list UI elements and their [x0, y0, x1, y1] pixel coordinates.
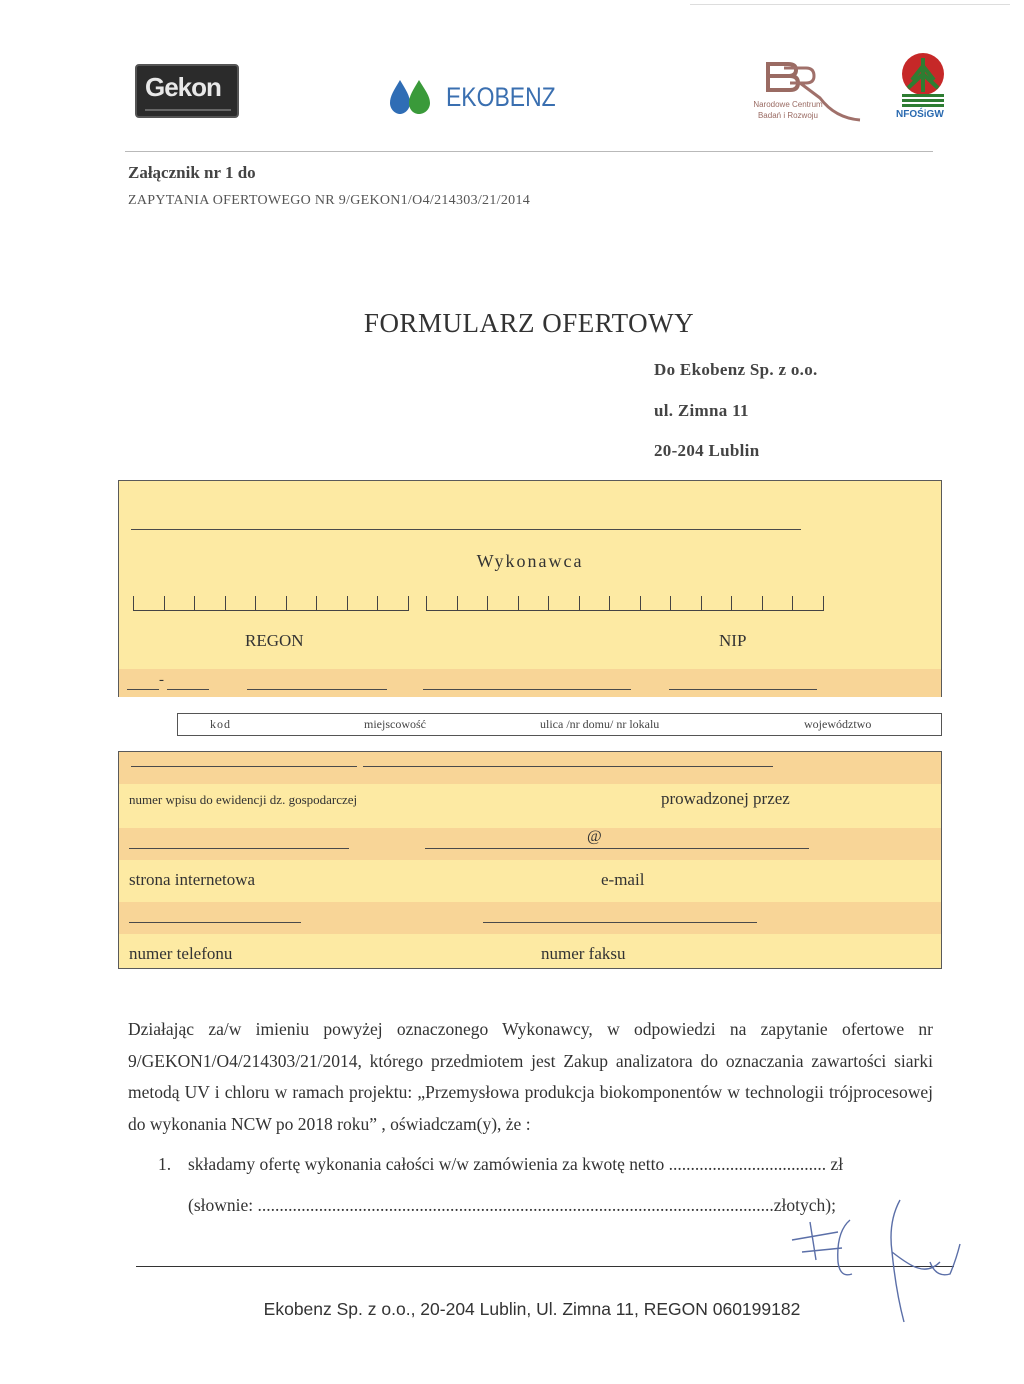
- regon-label: REGON: [245, 631, 304, 650]
- street-label: ulica /nr domu/ nr lokalu: [540, 717, 660, 731]
- registry-label: numer wpisu do ewidencji dz. gospodarczej: [129, 792, 358, 807]
- address-labels-strip: [177, 713, 942, 736]
- city-label: miejscowość: [364, 717, 426, 731]
- regon-digit-divider: [225, 596, 226, 611]
- contractor-panel: [118, 480, 942, 697]
- email-field[interactable]: [425, 848, 809, 849]
- voivodeship-field[interactable]: [669, 689, 817, 690]
- nfosigw-logo: [898, 52, 948, 112]
- gekon-logo: [135, 64, 239, 118]
- regon-digit-divider: [255, 596, 256, 611]
- phone-field[interactable]: [129, 922, 301, 923]
- email-label: e-mail: [601, 870, 645, 889]
- recipient-line-3: 20-204 Lublin: [654, 441, 760, 460]
- regon-digit-divider: [377, 596, 378, 611]
- postal-code-part2-field[interactable]: [167, 689, 209, 690]
- nip-digit-divider: [701, 596, 702, 611]
- fax-field[interactable]: [483, 922, 757, 923]
- gekon-logo-underline: [145, 109, 231, 111]
- nip-digit-divider: [487, 596, 488, 611]
- regon-digit-divider: [133, 596, 134, 611]
- registry-band: [119, 752, 941, 784]
- fax-label: numer faksu: [541, 944, 626, 963]
- annex-subtitle: ZAPYTANIA OFERTOWEGO NR 9/GEKON1/O4/214303/21/2014: [128, 193, 531, 208]
- item-1-text: składamy ofertę wykonania całości w/w zamówienia za kwotę netto .................................... zł: [188, 1154, 844, 1174]
- phone-band: [119, 902, 941, 934]
- postal-code-label: kod: [210, 717, 231, 731]
- ncbr-logo-text: [742, 99, 834, 121]
- contractor-heading: Wykonawca: [476, 551, 584, 571]
- contractor-name-field[interactable]: [131, 529, 801, 530]
- item-1-number: 1.: [158, 1154, 172, 1174]
- footer-company-info: Ekobenz Sp. z o.o., 20-204 Lublin, Ul. Zimna 11, REGON 060199182: [263, 1299, 801, 1319]
- recipient-line-2: ul. Zimna 11: [654, 401, 749, 420]
- nip-digit-divider: [731, 596, 732, 611]
- regon-digit-baseline: [133, 610, 408, 611]
- regon-digit-divider: [194, 596, 195, 611]
- nip-digit-baseline: [426, 610, 823, 611]
- ekobenz-logo-text: EKOBENZ: [446, 82, 556, 112]
- panel-area: [119, 481, 941, 551]
- handwritten-signature: [780, 1182, 980, 1332]
- city-field[interactable]: [247, 689, 387, 690]
- recipient-line-1: Do Ekobenz Sp. z o.o.: [654, 360, 818, 379]
- nip-digit-divider: [426, 596, 427, 611]
- postal-code-part1-field[interactable]: [127, 689, 159, 690]
- water-drops-icon: [388, 76, 432, 116]
- nip-digit-divider: [457, 596, 458, 611]
- form-title: FORMULARZ OFERTOWY: [363, 308, 695, 338]
- email-at-sign: @: [587, 828, 602, 845]
- nip-digit-divider: [579, 596, 580, 611]
- nip-digit-divider: [518, 596, 519, 611]
- nip-digit-divider: [823, 596, 824, 611]
- annex-title: Załącznik nr 1 do: [128, 163, 256, 182]
- address-band: [119, 669, 941, 697]
- nip-label: NIP: [719, 631, 747, 650]
- top-edge-rule: [690, 4, 1010, 5]
- item-1-amount-words: (słownie: ......................................................................................................................złotych);: [188, 1195, 836, 1215]
- regon-nip-digit-boxes[interactable]: [133, 595, 833, 611]
- regon-digit-divider: [408, 596, 409, 611]
- regon-digit-divider: [164, 596, 165, 611]
- gekon-logo-text: Gekon: [145, 72, 221, 102]
- regon-digit-divider: [316, 596, 317, 611]
- run-by-label: prowadzonej przez: [661, 789, 790, 808]
- registry-number-field[interactable]: [131, 766, 357, 767]
- website-field[interactable]: [129, 848, 349, 849]
- web-band: [119, 828, 941, 860]
- ncbr-logo-line2: Badań i Rozwoju: [757, 111, 819, 120]
- header-divider: [125, 151, 933, 152]
- nip-digit-divider: [762, 596, 763, 611]
- nip-digit-divider: [640, 596, 641, 611]
- postal-code-dash: -: [159, 672, 164, 688]
- contact-panel: [118, 751, 942, 969]
- ncbr-logo-line1: Narodowe Centrum: [753, 100, 823, 109]
- registry-authority-field[interactable]: [363, 766, 773, 767]
- nip-digit-divider: [792, 596, 793, 611]
- regon-digit-divider: [286, 596, 287, 611]
- nfosigw-logo-text: NFOŚiGW: [896, 109, 944, 120]
- voivodeship-label: województwo: [804, 717, 872, 731]
- nip-digit-divider: [548, 596, 549, 611]
- phone-label: numer telefonu: [129, 944, 233, 963]
- street-field[interactable]: [423, 689, 631, 690]
- regon-digit-divider: [347, 596, 348, 611]
- declaration-paragraph: Działając za/w imieniu powyżej oznaczonego Wykonawcy, w odpowiedzi na zapytanie ofertowe nr 9/GEKON1/O4/214303/21/2014, którego przedmiotem jest Zakup analizatora do oznaczania zawartości siarki metodą UV i chloru w ramach projektu: „Przemysłowa produkcja biokomponentów w technologii trójprocesowej do wykonania NCW po 2018 roku” , oświadczam(y), że :: [128, 1019, 933, 1134]
- nip-digit-divider: [609, 596, 610, 611]
- nip-digit-divider: [670, 596, 671, 611]
- website-label: strona internetowa: [129, 870, 256, 889]
